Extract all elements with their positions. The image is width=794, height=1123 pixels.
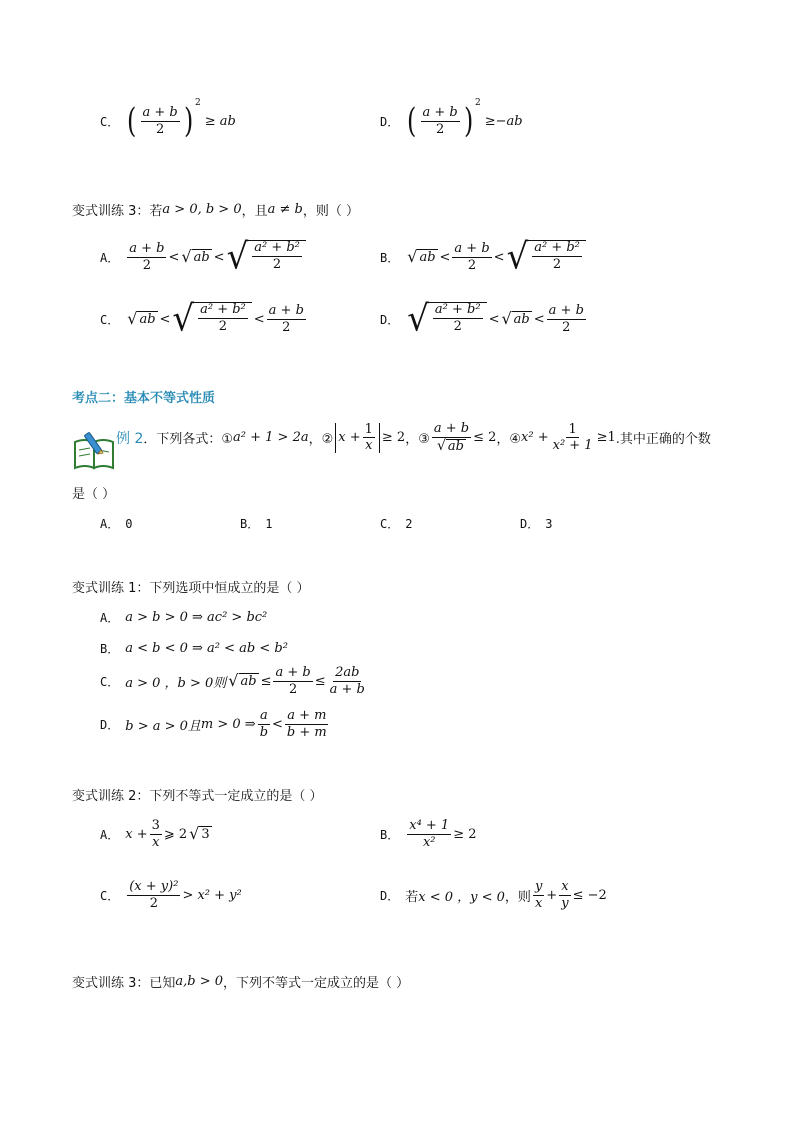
v1-option-d: D． b > a > 0且 m > 0 ⇒ $\frac{a}{b}$ < $\frac{a + m}{b + m}$ [100,708,327,740]
question-v3b-stem: 变式训练 3：已知 a,b > 0 ，下列不等式一定成立的是（ ） [72,974,410,991]
option-c-top: C． ( $\frac{a + b}{2}$ ) 2 ≥ ab [100,98,236,141]
v1-option-b: B． a < b < 0 ⇒ a² < ab < b² [100,641,288,656]
v2-option-a: A． x + $\frac{3}{x}$ ⩾ 2 √ 3 [100,818,210,850]
v1-option-c: C． a > 0 ，b > 0则 √ ab ≤ $\frac{a + b}{2}$ ≤ $\frac{2ab}{a + b}$ [100,665,365,697]
section-heading: 考点二：基本不等式性质 [72,391,216,406]
q3-option-d: D． √ $\frac{\text{a² + b²}}{2}$ < √ ab < $\frac{a + b}{2}$ [380,298,584,340]
v2-option-d: D． 若 x < 0 ，y < 0 ，则 $\frac{y}{x}$ + $\frac{x}{y}$ ≤ −2 [380,879,607,911]
question-v3-stem: 变式训练 3：若 a > 0, b > 0 ，且 a ≠ b ，则（ ） [72,202,359,219]
question-v2-stem: 变式训练 2：下列不等式一定成立的是（ ） [72,789,323,804]
example-2-stem: 例 2 ．下列各式：① a² + 1 > 2a ，② x + $\frac{1}{x}$ ≥ 2 ，③ a + b √ ab ≤ 2 ，④ x² + $\frac{1}{\text{x² + 1}}$ ≥1 .其中正确的个数 [116,421,711,454]
question-v1-stem: 变式训练 1：下列选项中恒成立的是（ ） [72,581,310,596]
v2-option-c: C． $\frac{\text{(x + y)²}}{2}$ > x² + y² [100,879,242,911]
v2-option-b: B． $\frac{\text{x⁴ + 1}}{\text{x²}}$ ≥ 2 [380,818,477,850]
q3-option-b: B． √ ab < $\frac{a + b}{2}$ < √ $\frac{\text{a² + b²}}{2}$ [380,240,588,274]
fraction: $\frac{a + b}{2}$ [142,104,178,137]
v1-option-a: A． a > b > 0 ⇒ ac² > bc² [100,610,268,625]
ex2-option-d: D． 3 [520,516,553,531]
ex2-option-a: A． 0 [100,516,133,531]
q3-option-c: C． √ ab < √ $\frac{\text{a² + b²}}{2}$ < $\frac{a + b}{2}$ [100,298,304,340]
option-d-top: D． ( $\frac{a + b}{2}$ ) 2 ≥−ab [380,98,523,141]
example-2-stem-cont: 是（ ） [72,487,116,502]
ex2-option-c: C． 2 [380,516,413,531]
q3-option-a: A． $\frac{a + b}{2}$ < √ ab < √ $\frac{\text{a² + b²}}{2}$ [100,240,308,274]
ex2-option-b: B． 1 [240,516,273,531]
fraction: $\frac{a + b}{2}$ [422,104,458,137]
book-pencil-icon [72,430,118,472]
